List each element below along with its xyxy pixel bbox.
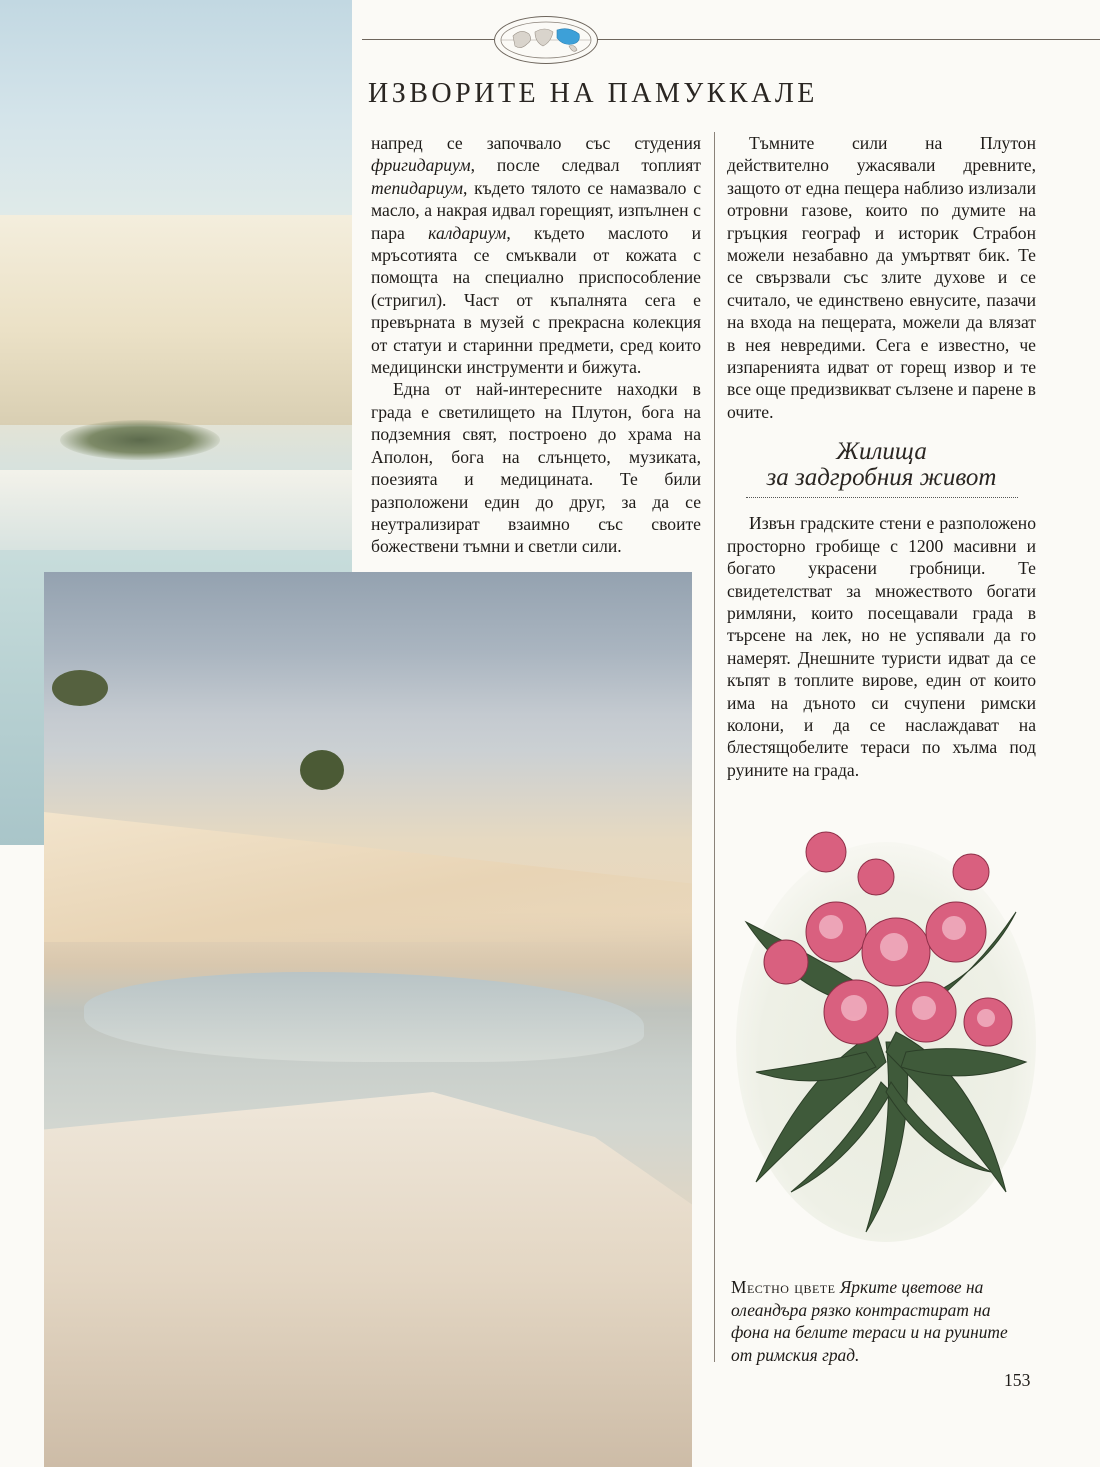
shrubs xyxy=(60,420,220,460)
world-map-icon xyxy=(499,20,593,60)
text-run: , където маслото и мръсотията се смъквали от кожата с помощта на специално приспособление (стригил). Част от къпалнята сега е превърната в музей с прекрасна колекция от статуи и старинни предмети, сред които медицински инструменти и бижута. xyxy=(371,222,701,378)
terrace-shelf xyxy=(0,215,352,425)
text-column-right xyxy=(727,132,1036,781)
header-rule-left xyxy=(362,39,494,40)
paragraph-pluto-sanctuary: Една от най-интересните находки в града е светилището на Плутон, бога на подземния свят, построено до храма на Аполон, бога на слънцето, музиката, поезията и медицината. Те били разположени един до друг, за да се неутрализират взаимно със своите божествени тъмни и светли сили. xyxy=(371,379,701,557)
paragraph-pluto-forces: Тъмните сили на Плутон действително ужасявали древните, защото от една пещера наблизо излизали отровни газове, които по думите на гръцкия географ и историк Страбон можели незабавно да умъртвят бик. Те се свързвали със злите духове и се считало, че единствено евнусите, пазачи на входа на пещерата, можели да влязат в нея невредими. Сега е известно, че изпаренията идват от горещ извор и те все още предизвикват сълзене и парене в очите. xyxy=(727,133,1036,422)
paragraph-baths xyxy=(371,132,701,378)
page-title: ИЗВОРИТЕ НА ПАМУККАЛЕ xyxy=(368,78,818,109)
subheading xyxy=(727,439,1036,491)
text-run: , където тялото се намазвало с масло, а накрая идвал горещият, изпълнен с пара xyxy=(371,177,701,243)
text-run: , после следвал топлият xyxy=(470,155,701,176)
text-column-left xyxy=(371,132,701,558)
reflecting-pool xyxy=(84,972,644,1062)
travertine-pools-photo xyxy=(44,572,692,1467)
paragraph-necropolis: Извън градските стени е разположено просторно гробище с 1200 масивни и богато украсени гробници. Те свидетелстват за множеството богати римляни, които посещавали града в търсене на лек, но не успявали да го намерят. Днешните туристи идват да се къпят в топлите вирове, един от които има на дъното си счупени римски колони, и да се наслаждават на блестящобелите тераси по хълма под руините на града. xyxy=(727,513,1036,780)
subheading-line-2: за задгробния живот xyxy=(766,464,997,492)
header-rule-right xyxy=(596,39,1100,40)
caption-label: Местно цвете xyxy=(731,1277,836,1297)
oleander-illustration xyxy=(726,782,1038,1252)
tree-on-hill xyxy=(300,750,344,790)
column-divider xyxy=(714,132,715,1362)
caption-text: Ярките цветове на олеандъра рязко контрастират на фона на белите тераси и на руините от римския град. xyxy=(731,1277,1008,1365)
text-run: напред се започвало със студения xyxy=(371,133,701,153)
terrace-slope xyxy=(44,812,692,942)
term-tepidarium: тепидариум xyxy=(371,177,463,198)
subheading-line-1: Жилища xyxy=(836,438,927,466)
page-number: 153 xyxy=(1004,1370,1031,1390)
pool-rim xyxy=(44,1092,692,1467)
term-caldarium: калдариум xyxy=(428,222,507,243)
term-frigidarium: фригидариум xyxy=(371,155,471,176)
tree-left xyxy=(52,670,108,706)
illustration-caption xyxy=(731,1276,1031,1366)
globe-icon xyxy=(494,16,598,64)
terrace-ledge xyxy=(0,470,352,550)
subheading-rule xyxy=(746,497,1018,498)
